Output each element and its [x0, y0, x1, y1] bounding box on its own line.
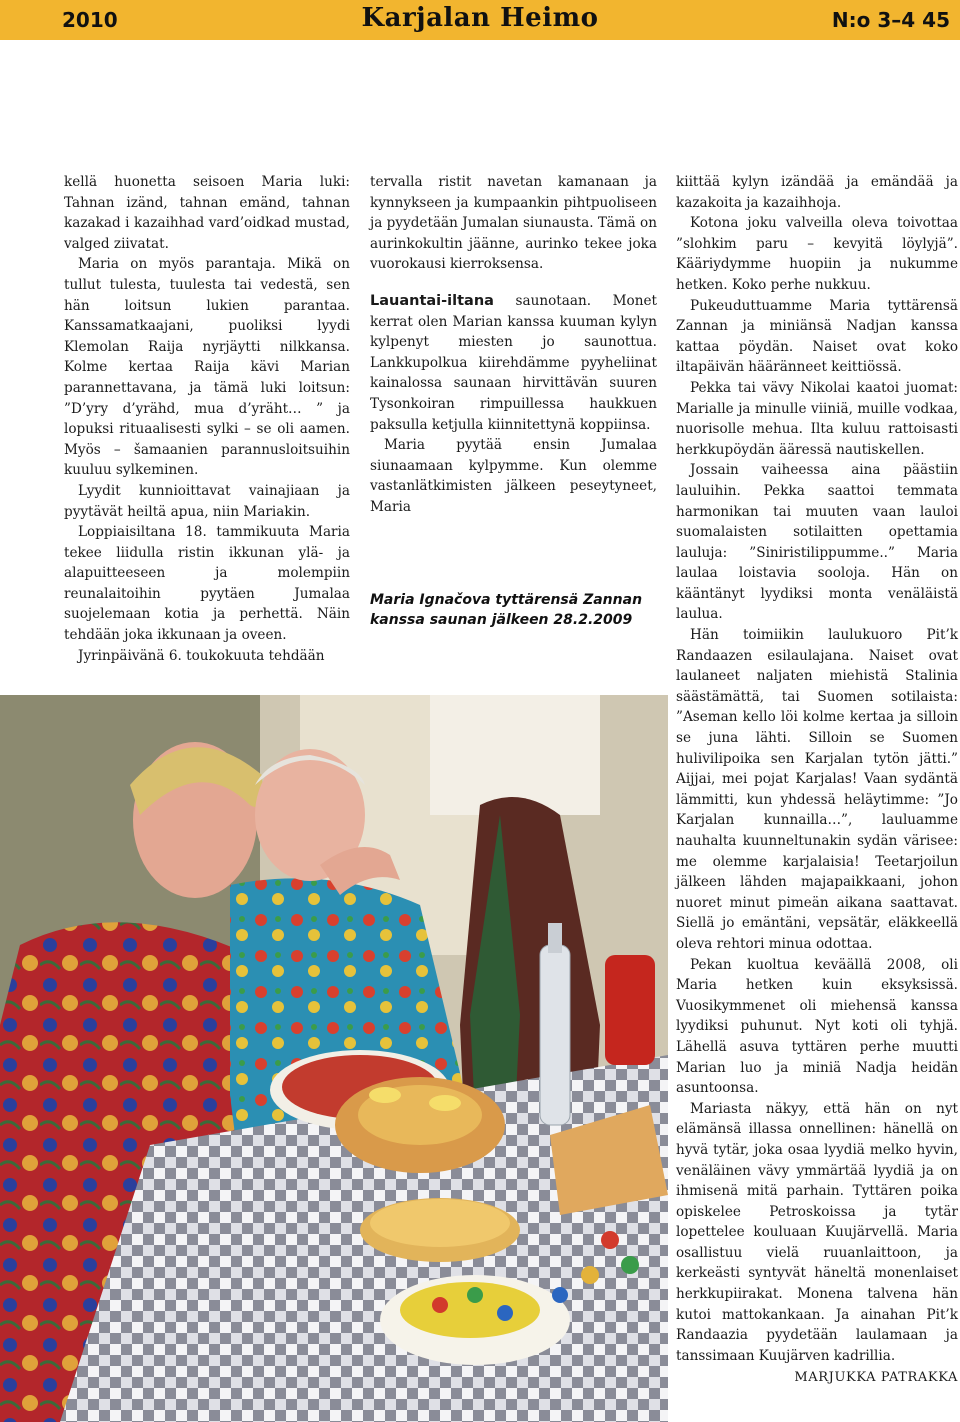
article-column-2	[370, 172, 657, 518]
paragraph: Maria pyytää ensin Jumalaa siunaamaan kylpymme. Kun olemme vastanlätkimisten jälkeen peseytyneet, Maria	[370, 437, 657, 515]
subheading: Lauantai-iltana	[370, 292, 494, 309]
publication-title: Karjalan Heimo	[361, 3, 599, 33]
header-year: 2010	[62, 8, 118, 32]
paragraph: Maria on myös parantaja. Mikä on tullut tulesta, tuulesta tai vedestä, sen hän loitsun lukien parantaa. Kanssamatkaajani, puoliksi lyydi Klemolan Raija nyrjäytti nilkkansa. Kolme kertaa Raija kävi Marian parannettavana, ja tämä luki loitsun: ”D’yry d’yrähd, mua d’yräht… ” ja lopuksi rituaalisesti sylki – se oli aamen. Myös – šamaanien parannusloitsuihin kuuluu sylkeminen.	[64, 256, 350, 479]
article-column-1	[64, 172, 350, 666]
author-byline: MARJUKKA PATRAKKA	[794, 1370, 958, 1386]
paragraph: Hän toimiikin laulukuoro Pit’k Randaazen esilaulajana. Naiset ovat laulaneet naljaten miehistä Stalinia säästämättä, tai Suomen sotilaista: ”Aseman kello löi kolme kertaa ja silloin se juna lähti. Silloin se Suomen hulivilipoika sen Karjalan tytön jätti.” Aijjai, mei pojat Karjalas! Vaan sydäntä lämmitti, kun yhdessä heläytimme: ”Jo Karjalan kunnailla…”, lauluamme nauhalta kuunneltunakin sydän värisee: me olemme karjalaisia! Teetarjoilun jälkeen lähden majapaikkaani, johon nuoret minut pimeän aikana saattavat. Siellä jo emäntäni, vepsätär, eläkkeellä oleva rehtori minua odottaa.	[676, 627, 958, 952]
paragraph: Jyrinpäivänä 6. toukokuuta tehdään	[78, 647, 325, 664]
paragraph: Pekan kuoltua keväällä 2008, oli Maria hetken kuin eksyksissä. Vuosikymmenet oli miehensä kanssa lyydiksi puhunut. Nyt koti oli tyhjä. Lähellä asuva tyttären perhe muutti Marian luo ja miniä Nadja heidän asuntoonsa.	[676, 956, 958, 1097]
paragraph: kellä huonetta seisoen Maria luki: Tahnan izänd, tahnan emänd, tahnan kazakad i kazaihhad vard’oidkad mustad, valged ziivatat.	[64, 174, 350, 252]
paragraph-with-subhead	[370, 291, 657, 435]
photo-caption: Maria Ignačova tyttärensä Zannan kanssa saunan jälkeen 28.2.2009	[370, 592, 643, 628]
page-header	[0, 0, 960, 40]
paragraph: Pukeuduttuamme Maria tyttärensä Zannan ja miniänsä Nadjan kanssa kattaa pöydän. Naiset ovat koko iltapäivän hääränneet keittiössä.	[676, 297, 958, 376]
paragraph: Mariasta näkyy, että hän on nyt elämänsä illassa onnellinen: hänellä on hyvä tytär, joka osaa lyydiä melko hyvin, venäläinen vävy ymmärtää lyydiä ja on ihmisenä mitä parhain. Tyttären poika opiskelee Petroskoissa ja tytär lopettelee kouluaan Kuujärvellä. Maria osallistuu vielä ruuanlaittoon, ja kerkeästi syntyvät häneltä monenlaiset herkkupiirakat. Monena talvena hän kutoi mattokankaan. Ja ainahan Pit’k Randaazia pyydetään laulamaan ja tanssimaan Kuujärven kadrillia.	[676, 1100, 958, 1364]
paragraph-text: saunotaan. Monet kerrat olen Marian kanssa kuuman kylyn kylpenyt miesten jo saunottua. Lankkupolkua kiirehdämme pyyheliinat kainalossa saunaan hirvittävän suuren Tysonkoiran rimpuillessa haukkuen paksulla ketjulla kiinnitettynä koppiinsa.	[370, 292, 657, 433]
paragraph: Kotona joku valveilla oleva toivottaa ”slohkim paru – kevyitä löylyjä”. Kääriydymme huopiin ja nukumme hetken. Koko perhe nukkuu.	[676, 215, 958, 293]
photo-illustration	[0, 695, 668, 1422]
paragraph: kiittää kylyn izändää ja emändää ja kazakoita ja kazaihhoja.	[676, 174, 958, 211]
article-photo	[0, 695, 668, 1422]
issue-page-number: N:o 3–4 45	[831, 8, 950, 32]
paragraph: Loppiaisiltana 18. tammikuuta Maria tekee liidulla ristin ikkunan ylä- ja alapuitteeseen ja molempiin reunalaitoihin pyytäen Jumalaa suojelemaan kotia ja perhettä. Näin tehdään joka ikkunaan ja oveen.	[64, 524, 350, 644]
paragraph: Lyydit kunnioittavat vainajiaan ja pyytävät heiltä apua, niin Mariakin.	[64, 482, 350, 520]
paragraph: Pekka tai vävy Nikolai kaatoi juomat: Marialle ja minulle viiniä, muille vodkaa, nuorisolle mehua. Ilta kuluu rattoisasti herkkupöydän ääressä nautiskellen.	[676, 379, 958, 458]
article-column-3	[676, 172, 958, 1389]
paragraph: Jossain vaiheessa aina päästiin lauluihin. Pekka saattoi temmata harmonikan tai muuten vaan lauloi suomalaisten sotilaitten opettamia lauluja: ”Siniristilippumme..” Maria laulaa loistavia sooloja. Hän on kääntänyt lyydiksi monta venäläistä laulua.	[676, 462, 958, 623]
paragraph: tervalla ristit navetan kamanaan ja kynnykseen ja kumpaankin pihtpuoliseen ja pyydetään Jumalan siunausta. Tämä on aurinkokultin jäänne, aurinko tekee joka vuorokausi kierroksensa.	[370, 174, 657, 273]
